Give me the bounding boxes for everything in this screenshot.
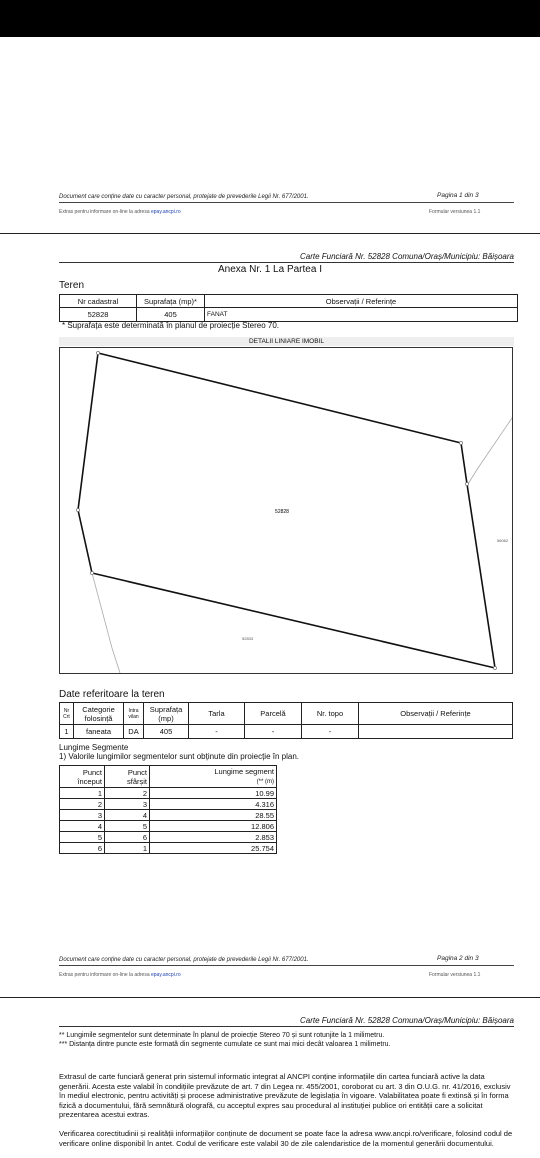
segments-header-unit: (** (m)	[256, 778, 274, 785]
date-ref-header-tarla: Tarla	[189, 703, 245, 725]
map-caption: DETALII LINIARE IMOBIL	[59, 337, 514, 346]
footer-extract-link[interactable]: epay.ancpi.ro	[151, 972, 181, 978]
verification-paragraph: Verificarea corectitudinii și realității informațiilor conținute de document se poate face la adresa www.ancpi.ro/verificare, folosind codul de verificare online disponibil în antet. Codul de verificare este valabil 30 de zile calendaristice de la momentul generării documentului.	[59, 1129, 513, 1148]
validity-paragraph: Extrasul de carte funciară generat prin sistemul informatic integrat al ANCPI conține informațiile din cartea funciară active la data generării. Acesta este valabil în condițiile prevăzute de art. 7 din Legea nr. 455/2001, coroborat cu art. 3 din O.U.G. nr. 41/2016, exclusiv în mediul electronic, pentru activități și procese administrative prevăzute de legislația în vigoare. Valabilitatea poate fi extinsă și în forma fizică a documentului, fără semnătură olografă, cu acceptul expres sau procedural al instituției publice ori entității care a solicitat prezentarea acestui extras.	[59, 1072, 511, 1119]
teren-cell-observatii: FANAT	[205, 308, 518, 322]
date-ref-header-suprafata: Suprafața (mp)	[144, 703, 189, 725]
footer-form-version: Formular versiunea 1.1	[429, 209, 481, 215]
teren-footnote: * Suprafața este determinată în planul de proiecție Stereo 70.	[62, 321, 280, 330]
vertex-4	[493, 666, 496, 669]
segment-end: 4	[105, 810, 150, 821]
page-separator	[0, 233, 540, 234]
segment-length: 25.754	[150, 843, 277, 854]
footer-form-version: Formular versiunea 1.1	[429, 972, 481, 978]
footer-divider	[59, 965, 514, 966]
segments-table	[59, 765, 277, 854]
segments-subtitle: 1) Valorile lungimilor segmentelor sunt obținute din proiecție în plan.	[59, 752, 299, 761]
teren-header-suprafata: Suprafața (mp)*	[137, 295, 205, 308]
table-row	[60, 788, 277, 799]
date-ref-cell-categorie: faneata	[74, 725, 124, 739]
neighbor-boundary-right	[468, 418, 512, 484]
segment-length: 10.99	[150, 788, 277, 799]
neighbor-label-right: 56062	[497, 538, 509, 543]
segment-end: 1	[105, 843, 150, 854]
header-divider	[59, 1026, 514, 1027]
date-ref-header-categorie: Categorie folosință	[74, 703, 124, 725]
segments-header-length-label: Lungime segment	[214, 766, 274, 776]
teren-title: Teren	[59, 280, 85, 291]
date-ref-header-intravilan: Intra vilan	[124, 703, 144, 725]
header-divider	[59, 262, 514, 263]
page-header-title: Carte Funciară Nr. 52828 Comuna/Oraș/Municipiu: Băișoara	[299, 252, 514, 261]
neighbor-label-bottom: 52833	[242, 636, 254, 641]
footer-extract-info	[59, 209, 181, 215]
segments-header-end: Punct sfârșit	[105, 766, 150, 788]
table-row	[60, 799, 277, 810]
page-header-title: Carte Funciară Nr. 52828 Comuna/Oraș/Municipiu: Băișoara	[299, 1016, 514, 1025]
segments-header-length	[150, 766, 277, 788]
date-ref-cell-parcela: -	[245, 725, 302, 739]
date-ref-cell-intravilan: DA	[124, 725, 144, 739]
vertex-1	[96, 351, 99, 354]
teren-cell-suprafata: 405	[137, 308, 205, 322]
footer-privacy-note: Document care conține date cu caracter personal, protejate de prevederile Legii Nr. 677/2001.	[59, 957, 309, 963]
segment-end: 2	[105, 788, 150, 799]
teren-header-observatii: Observații / Referințe	[205, 295, 518, 308]
table-row	[60, 810, 277, 821]
footer-extract-prefix: Extras pentru informare on-line la adresa	[59, 972, 150, 978]
parcel-map-drawing	[60, 348, 512, 673]
date-ref-cell-nr-crt: 1	[60, 725, 74, 739]
date-ref-cell-observatii	[359, 725, 513, 739]
segment-end: 5	[105, 821, 150, 832]
parcel-label: 52828	[275, 509, 289, 515]
date-ref-cell-suprafata: 405	[144, 725, 189, 739]
segment-notes	[59, 1032, 514, 1049]
segments-title: Lungime Segmente	[59, 743, 129, 752]
segment-length: 4.316	[150, 799, 277, 810]
date-ref-cell-tarla: -	[189, 725, 245, 739]
footer-page-number: Pagina 1 din 3	[437, 192, 479, 199]
segments-header-start: Punct început	[60, 766, 105, 788]
footer-divider	[59, 202, 514, 203]
teren-table	[59, 294, 518, 322]
table-row	[60, 821, 277, 832]
footer-extract-link[interactable]: epay.ancpi.ro	[151, 209, 181, 215]
table-row	[60, 843, 277, 854]
vertex-2	[459, 441, 462, 444]
segment-length: 28.55	[150, 810, 277, 821]
segment-start: 1	[60, 788, 105, 799]
date-ref-title: Date referitoare la teren	[59, 689, 165, 700]
date-ref-table	[59, 702, 513, 739]
segment-end: 6	[105, 832, 150, 843]
vertex-6	[76, 508, 79, 511]
segment-note-distance: *** Distanța dintre puncte este formată din segmente cumulate ce sunt mai mici decât valoarea 1 milimetru.	[59, 1040, 391, 1048]
date-ref-header-parcela: Parcelă	[245, 703, 302, 725]
top-black-bar	[0, 0, 540, 37]
date-ref-header-observatii: Observații / Referințe	[359, 703, 513, 725]
segment-length: 2.853	[150, 832, 277, 843]
teren-header-nr-cadastral: Nr cadastral	[60, 295, 137, 308]
segment-note-rounding: ** Lungimile segmentelor sunt determinate în planul de proiecție Stereo 70 și sunt rotunjite la 1 milimetru.	[59, 1032, 385, 1039]
date-ref-header-nr-topo: Nr. topo	[302, 703, 359, 725]
segment-start: 3	[60, 810, 105, 821]
footer-extract-info	[59, 972, 181, 978]
teren-cell-nr-cadastral: 52828	[60, 308, 137, 322]
parcel-map	[59, 347, 513, 674]
segment-end: 3	[105, 799, 150, 810]
neighbor-boundary-bottom	[92, 573, 120, 673]
segment-start: 6	[60, 843, 105, 854]
annex-title: Anexa Nr. 1 La Partea I	[218, 264, 322, 275]
date-ref-header-nr-crt: Nr Crt	[60, 703, 74, 725]
page-separator	[0, 997, 540, 998]
segment-start: 4	[60, 821, 105, 832]
footer-page-number: Pagina 2 din 3	[437, 955, 479, 962]
vertex-5	[90, 571, 93, 574]
footer-privacy-note: Document care conține date cu caracter personal, protejate de prevederile Legii Nr. 677/2001.	[59, 194, 309, 200]
date-ref-cell-nr-topo: -	[302, 725, 359, 739]
segment-start: 2	[60, 799, 105, 810]
vertex-3	[465, 482, 468, 485]
segment-length: 12.806	[150, 821, 277, 832]
footer-extract-prefix: Extras pentru informare on-line la adresa	[59, 209, 150, 215]
segment-start: 5	[60, 832, 105, 843]
table-row	[60, 832, 277, 843]
